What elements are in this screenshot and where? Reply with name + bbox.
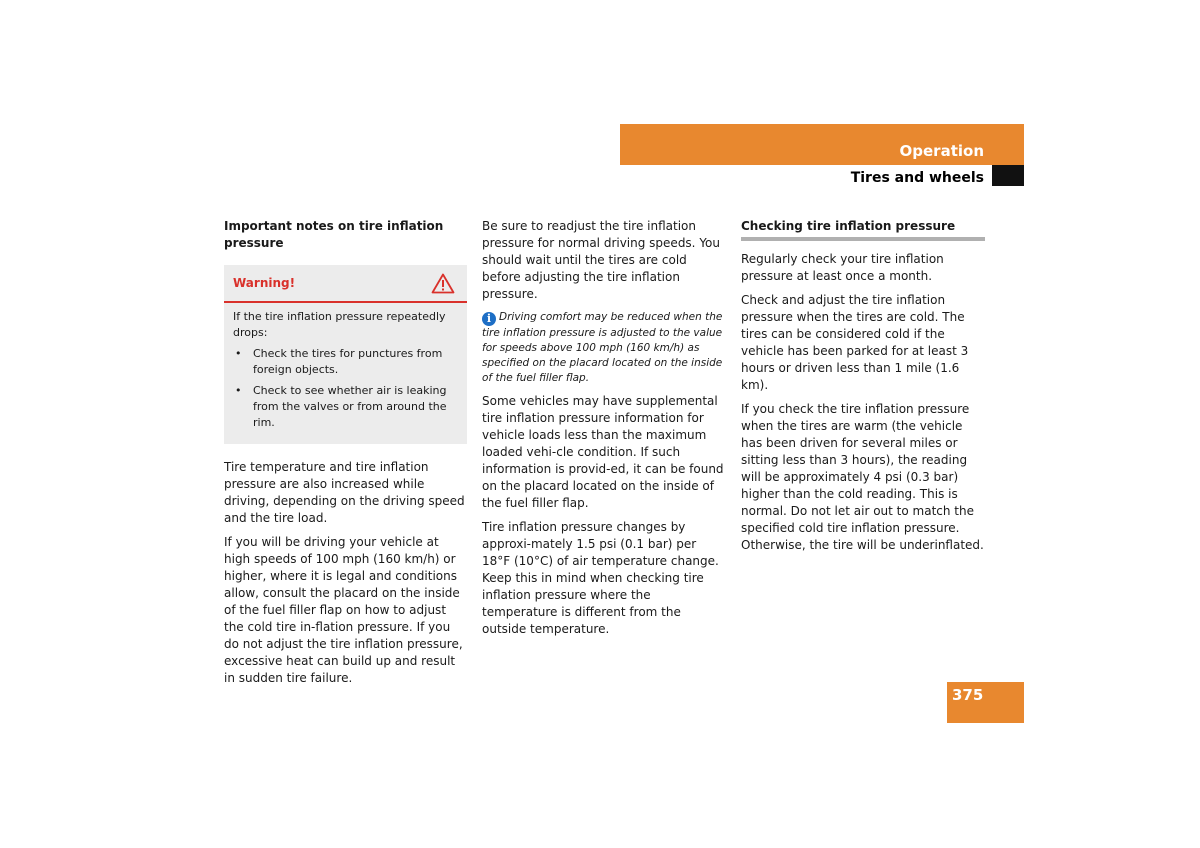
warning-list-item: • Check the tires for punctures from foreign objects.	[233, 346, 458, 378]
warning-triangle-icon	[431, 273, 455, 294]
column-left	[224, 218, 468, 694]
paragraph: Be sure to readjust the tire inflation pressure for normal driving speeds. You should wait until the tires are cold before adjusting the tire inflation pressure.	[482, 219, 720, 301]
paragraph: Tire temperature and tire inflation pressure are also increased while driving, depending on the driving speed and the tire load.	[224, 460, 465, 525]
paragraph: Some vehicles may have supplemental tire inflation pressure information for vehicle loads less than the maximum loaded vehi-cle condition. If such information is provid-ed, it can be found on the placard located on the inside of the fuel filler flap.	[482, 394, 724, 510]
info-note	[482, 310, 727, 386]
info-note-text: Driving comfort may be reduced when the tire inflation pressure is adjusted to the value for speeds above 100 mph (160 km/h) as specified on the placard located on the inside of the fuel filler flap.	[482, 311, 723, 384]
column-middle	[482, 218, 727, 645]
important-notes-heading: Important notes on tire inflation pressure	[224, 219, 444, 250]
paragraph: Check and adjust the tire inflation pressure when the tires are cold. The tires can be considered cold if the vehicle has been parked for at least 3 hours or driven less than 1 mile (1.6 km).	[741, 293, 969, 392]
warning-header	[224, 265, 467, 303]
warning-box	[224, 265, 467, 444]
thumb-tab-marker	[992, 165, 1024, 186]
warning-list-item: • Check to see whether air is leaking from the valves or from around the rim.	[233, 383, 458, 431]
paragraph: If you will be driving your vehicle at high speeds of 100 mph (160 km/h) or higher, where it is legal and conditions allow, consult the placard on the inside of the fuel filler flap on how to adjust the cold tire in-flation pressure. If you do not adjust the tire inflation pressure, excessive heat can build up and result in sudden tire failure.	[224, 535, 463, 685]
warning-label: Warning!	[233, 275, 296, 290]
paragraph: Regularly check your tire inflation pressure at least once a month.	[741, 252, 944, 283]
warning-body	[224, 303, 467, 444]
checking-pressure-heading: Checking tire inflation pressure	[741, 218, 985, 241]
column-right	[741, 218, 985, 561]
warning-intro: If the tire inflation pressure repeatedly drops:	[233, 310, 446, 339]
paragraph: Tire inflation pressure changes by approxi-mately 1.5 psi (0.1 bar) per 18°F (10°C) of air temperature change. Keep this in mind when checking tire inflation pressure where the temperature is different from the outside temperature.	[482, 520, 719, 636]
info-icon: i	[482, 312, 496, 326]
section-title: Operation	[899, 142, 984, 160]
paragraph: If you check the tire inflation pressure when the tires are warm (the vehicle has been driven for several miles or sitting less than 3 hours), the reading will be approximately 4 psi (0.3 bar) higher than the cold reading. This is normal. Do not let air out to match the specified cold tire inflation pressure. Otherwise, the tire will be underinflated.	[741, 402, 984, 552]
warning-list	[233, 346, 458, 431]
page-number: 375	[952, 686, 984, 704]
subsection-title: Tires and wheels	[850, 170, 984, 186]
